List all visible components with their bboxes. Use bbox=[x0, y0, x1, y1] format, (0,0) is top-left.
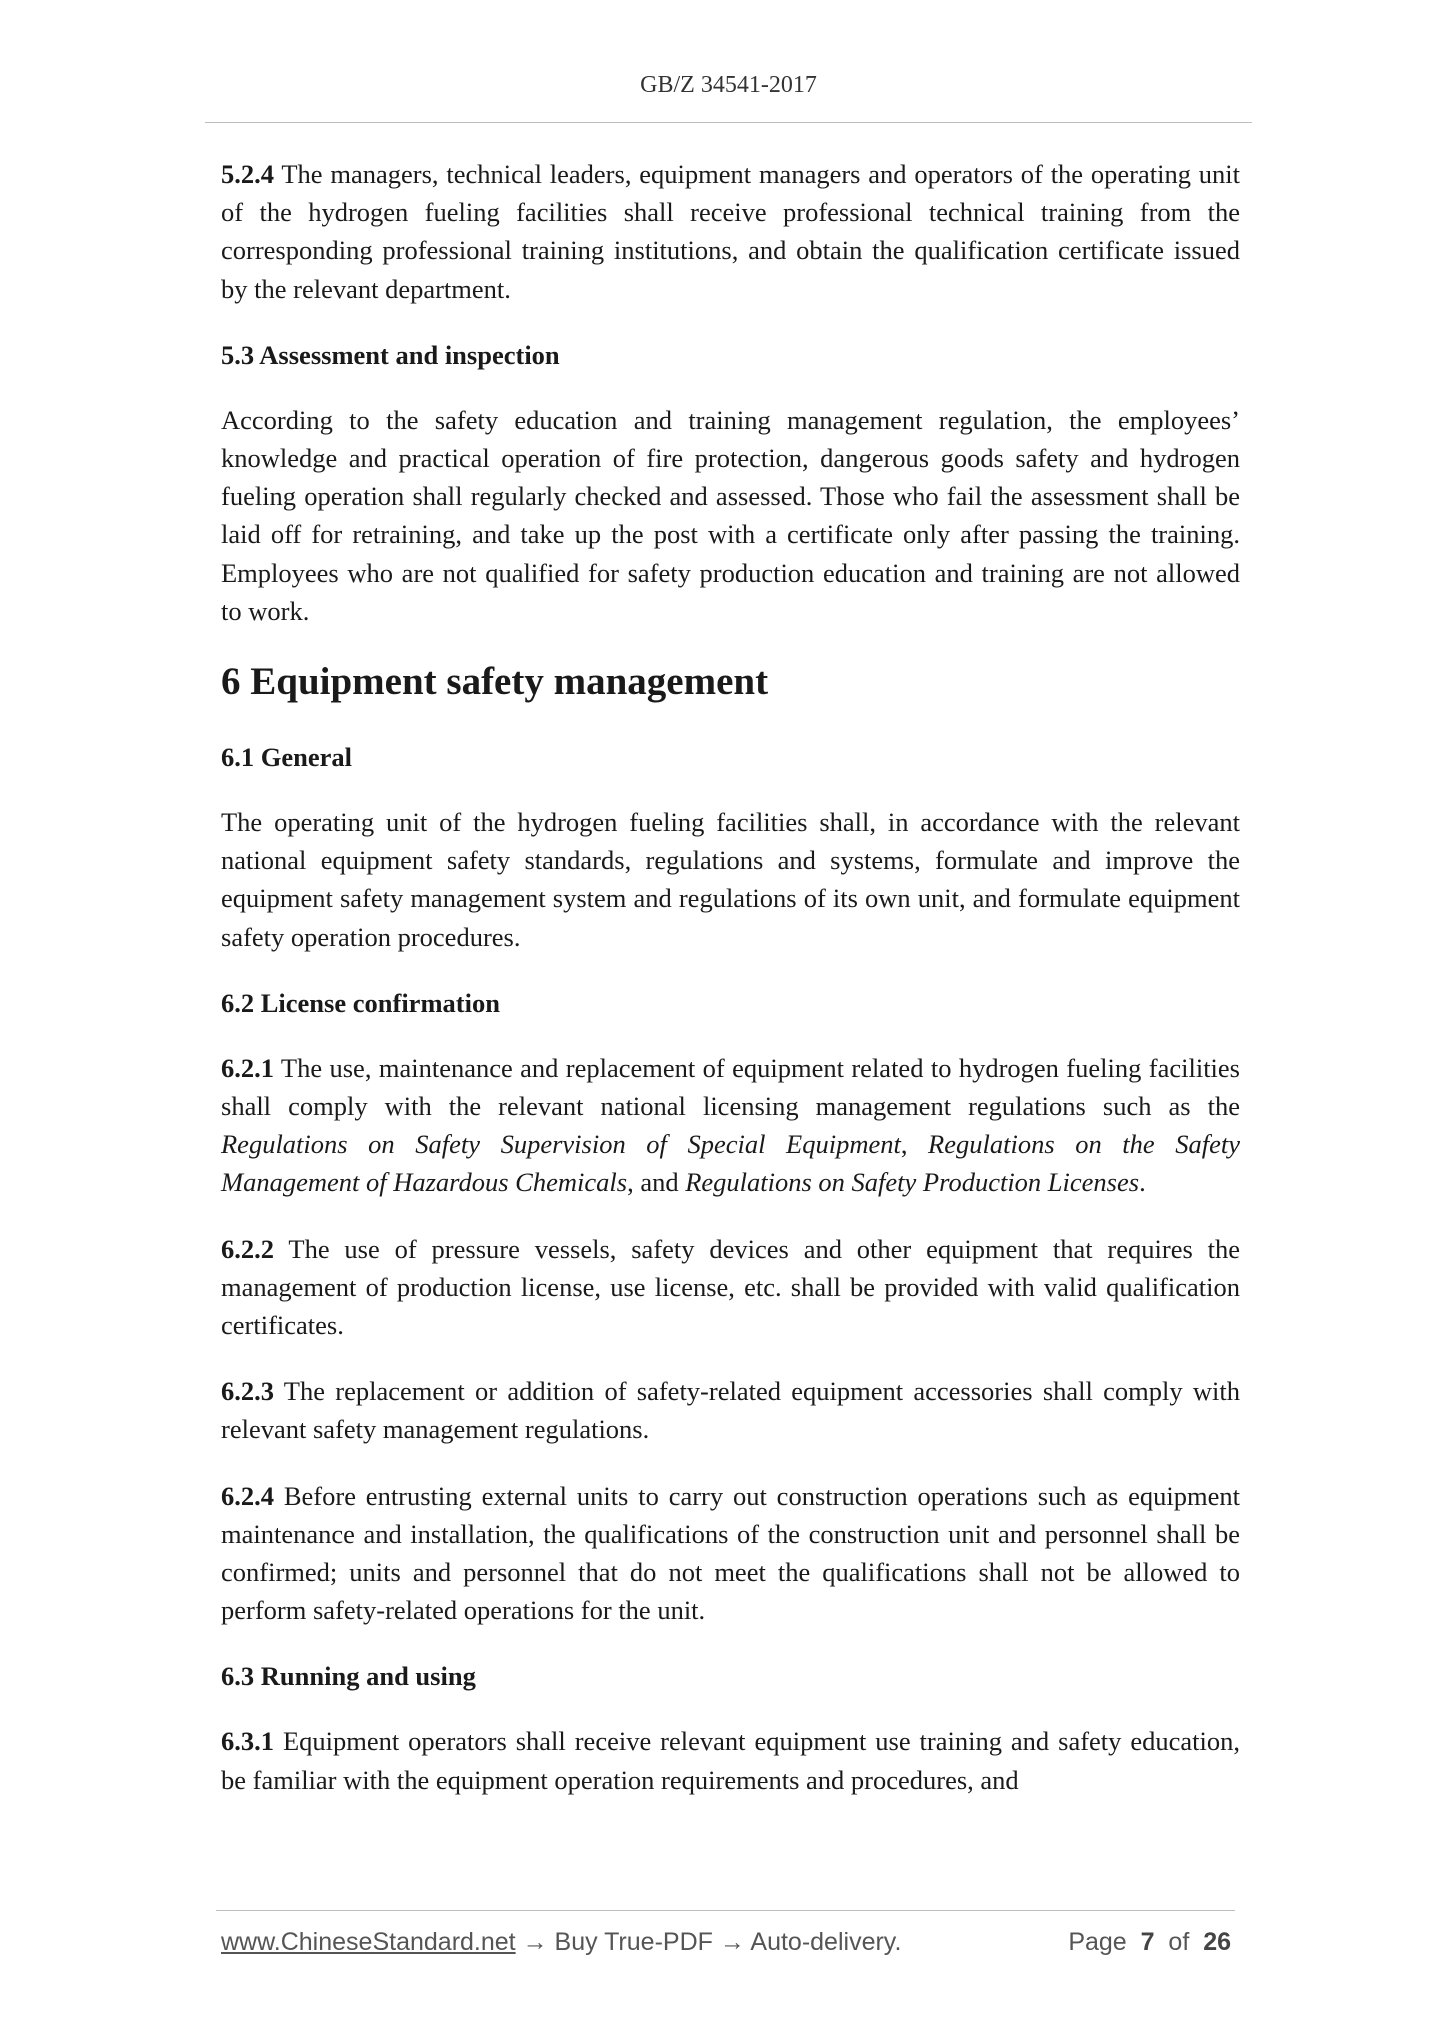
clause-6-3-1 bbox=[221, 1722, 1240, 1798]
clause-number: 6.2.4 bbox=[221, 1480, 274, 1511]
of-label: of bbox=[1168, 1928, 1190, 1956]
document-body bbox=[221, 155, 1240, 1827]
section-heading-6: 6 Equipment safety management bbox=[221, 660, 769, 704]
footer-divider bbox=[216, 1910, 1235, 1911]
clause-5-2-4 bbox=[221, 155, 1240, 308]
clause-text: . bbox=[1139, 1167, 1146, 1198]
clause-number: 6.3.1 bbox=[221, 1726, 274, 1757]
clause-text: The use, maintenance and replacement of equipment related to hydrogen fueling facilities shall comply with the relevant national licensing management regulations such as the bbox=[221, 1052, 1240, 1122]
page-indicator bbox=[1068, 1928, 1231, 1957]
regulation-title: Regulations on Safety Supervision of Special Equipment bbox=[221, 1129, 901, 1160]
heading-6-1: 6.1 General bbox=[221, 742, 352, 773]
clause-text: , bbox=[900, 1129, 929, 1160]
regulation-title: Regulations on the Safety Management of Hazardous Chemicals bbox=[221, 1129, 1240, 1198]
clause-6-2-2 bbox=[221, 1230, 1240, 1345]
heading-5-3: 5.3 Assessment and inspection bbox=[221, 339, 560, 370]
current-page: 7 bbox=[1140, 1928, 1155, 1956]
regulation-title: Regulations on Safety Production Licenses bbox=[685, 1167, 1140, 1198]
clause-text: Equipment operators shall receive relevant equipment use training and safety education, be familiar with the equipment operation requirements and procedures, and bbox=[221, 1726, 1240, 1795]
clause-text: The managers, technical leaders, equipment managers and operators of the operating unit of the hydrogen fueling facilities shall receive professional technical training from the corresponding professional training institutions, and obtain the qualification certificate issued by the relevant department. bbox=[221, 159, 1240, 304]
page-label: Page bbox=[1068, 1928, 1127, 1956]
footer-promo bbox=[221, 1928, 901, 1957]
page-header: GB/Z 34541-2017 bbox=[640, 72, 817, 98]
header-divider bbox=[205, 122, 1252, 123]
clause-number: 5.2.4 bbox=[221, 159, 274, 189]
clause-number: 6.2.1 bbox=[221, 1052, 274, 1083]
clause-text: Before entrusting external units to carry out construction operations such as equipment maintenance and installation, the qualifications of the construction unit and personnel shall be confirmed; units and personnel that do not meet the qualifications shall not be allowed to perform safety-related operations for the unit. bbox=[221, 1480, 1240, 1626]
promo-text: → Buy True-PDF → Auto-delivery. bbox=[515, 1928, 902, 1956]
clause-6-2-3 bbox=[221, 1372, 1240, 1448]
clause-6-2-1 bbox=[221, 1049, 1240, 1202]
website-link[interactable]: www.ChineseStandard.net bbox=[221, 1928, 516, 1956]
clause-6-1: The operating unit of the hydrogen fueling facilities shall, in accordance with the relevant national equipment safety standards, regulations and systems, formulate and improve the equipment safety management system and regulations of its own unit, and formulate equipment safety operation procedures. bbox=[221, 807, 1240, 952]
total-pages: 26 bbox=[1203, 1928, 1231, 1956]
clause-5-3: According to the safety education and training management regulation, the employees’ knowledge and practical operation of fire protection, dangerous goods safety and hydrogen fueling operation shall regularly checked and assessed. Those who fail the assessment shall be laid off for retraining, and take up the post with a certificate only after passing the training. Employees who are not qualified for safety production education and training are not allowed to work. bbox=[221, 404, 1240, 626]
clause-number: 6.2.3 bbox=[221, 1376, 274, 1407]
clause-number: 6.2.2 bbox=[221, 1233, 274, 1264]
clause-text: The use of pressure vessels, safety devices and other equipment that requires the management of production license, use license, etc. shall be provided with valid qualification certificates. bbox=[221, 1233, 1240, 1341]
clause-text: The replacement or addition of safety-related equipment accessories shall comply with relevant safety management regulations. bbox=[221, 1376, 1240, 1445]
clause-text: , and bbox=[627, 1167, 686, 1198]
heading-6-3: 6.3 Running and using bbox=[221, 1661, 476, 1692]
clause-6-2-4 bbox=[221, 1477, 1240, 1630]
heading-6-2: 6.2 License confirmation bbox=[221, 987, 500, 1018]
